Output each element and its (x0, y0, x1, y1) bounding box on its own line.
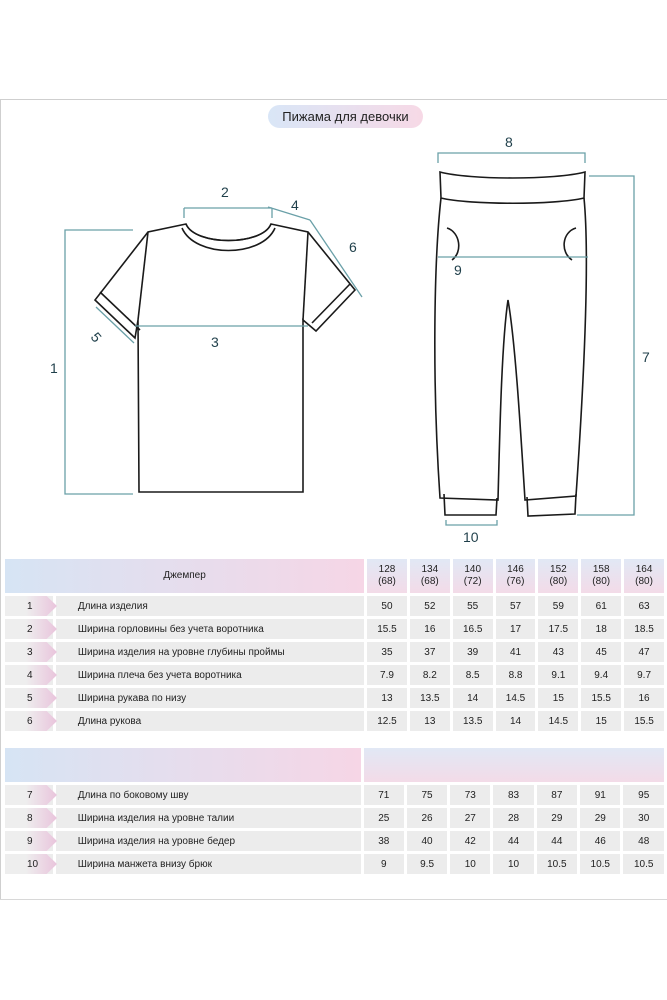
size-134 (410, 559, 450, 593)
row-number-text: 6 (27, 715, 33, 727)
size-140 (453, 559, 493, 593)
row-value: 14 (496, 711, 536, 731)
row-value: 50 (367, 596, 407, 616)
size-value: 152 (550, 564, 567, 575)
table-row (5, 711, 664, 731)
row-number (5, 665, 53, 685)
table-row (5, 831, 664, 851)
row-label: Ширина манжета внизу брюк (56, 854, 361, 874)
jumper-rows (5, 596, 664, 731)
row-number (5, 642, 53, 662)
row-number (5, 831, 53, 851)
row-label: Ширина плеча без учета воротника (56, 665, 364, 685)
row-value: 16 (624, 688, 664, 708)
row-value: 17 (496, 619, 536, 639)
row-value: 9 (364, 854, 404, 874)
row-label: Длина по боковому шву (56, 785, 361, 805)
row-value: 45 (581, 642, 621, 662)
row-value: 63 (624, 596, 664, 616)
row-number (5, 688, 53, 708)
table-row (5, 596, 664, 616)
row-label: Ширина горловины без учета воротника (56, 619, 364, 639)
row-value: 8.5 (453, 665, 493, 685)
row-number (5, 808, 53, 828)
tshirt-dimension-lines (65, 207, 362, 494)
table-row (5, 665, 664, 685)
row-value: 91 (580, 785, 620, 805)
page-title: Пижама для девочки (268, 105, 423, 128)
row-value: 71 (364, 785, 404, 805)
size-value: 134 (421, 564, 439, 575)
top-divider (0, 99, 667, 100)
row-number (5, 854, 53, 874)
row-value: 28 (493, 808, 533, 828)
dim-label-2: 2 (221, 184, 229, 200)
row-value: 55 (453, 596, 493, 616)
row-number-text: 2 (27, 623, 33, 635)
row-value: 18.5 (624, 619, 664, 639)
row-value: 15 (581, 711, 621, 731)
size-164 (624, 559, 664, 593)
dim-label-4: 4 (291, 197, 299, 213)
row-label: Ширина изделия на уровне бедер (56, 831, 361, 851)
row-value: 83 (493, 785, 533, 805)
row-number (5, 711, 53, 731)
row-value: 18 (581, 619, 621, 639)
table-row (5, 619, 664, 639)
size-158 (581, 559, 621, 593)
row-value: 13 (410, 711, 450, 731)
row-label: Ширина рукава по низу (56, 688, 364, 708)
table-row (5, 642, 664, 662)
row-number-text: 5 (27, 692, 33, 704)
jumper-header-row (5, 559, 664, 593)
row-value: 38 (364, 831, 404, 851)
dim-label-7: 7 (642, 349, 650, 365)
row-value: 10 (450, 854, 490, 874)
size-value: 140 (464, 564, 482, 575)
row-value: 59 (538, 596, 578, 616)
row-value: 13.5 (453, 711, 493, 731)
row-value: 73 (450, 785, 490, 805)
row-value: 57 (496, 596, 536, 616)
row-value: 26 (407, 808, 447, 828)
dim-label-10: 10 (463, 529, 479, 545)
row-number-text: 4 (27, 669, 33, 681)
size-diagram (0, 128, 667, 548)
row-value: 14.5 (496, 688, 536, 708)
row-value: 10.5 (537, 854, 577, 874)
row-value: 37 (410, 642, 450, 662)
row-value: 87 (537, 785, 577, 805)
row-value: 29 (537, 808, 577, 828)
pants-size-table (2, 745, 667, 877)
size-value: 164 (635, 564, 653, 575)
row-value: 13 (367, 688, 407, 708)
dim-label-8: 8 (505, 134, 513, 150)
jumper-size-table (2, 556, 667, 734)
row-value: 43 (538, 642, 578, 662)
table-row (5, 688, 664, 708)
table-row (5, 808, 664, 828)
dim-label-6: 6 (349, 239, 357, 255)
size-height: (80) (635, 576, 653, 587)
row-label: Длина изделия (56, 596, 364, 616)
row-number-text: 7 (27, 789, 33, 801)
size-height: (80) (592, 576, 611, 587)
row-value: 10 (493, 854, 533, 874)
row-value: 44 (493, 831, 533, 851)
pants-header-row (5, 748, 664, 782)
row-number-text: 1 (27, 600, 33, 612)
size-height: (80) (549, 576, 568, 587)
row-label: Длина рукова (56, 711, 364, 731)
row-value: 46 (580, 831, 620, 851)
row-value: 15.5 (581, 688, 621, 708)
pants-drawing (435, 172, 587, 516)
row-value: 40 (407, 831, 447, 851)
pants-rows (5, 785, 664, 874)
row-value: 13.5 (410, 688, 450, 708)
size-height: (68) (420, 576, 439, 587)
row-value: 9.7 (624, 665, 664, 685)
pants-header-sizes (364, 748, 664, 782)
row-value: 10.5 (580, 854, 620, 874)
size-value: 128 (378, 564, 396, 575)
size-height: (72) (463, 576, 482, 587)
row-value: 47 (624, 642, 664, 662)
dim-label-5: 5 (87, 329, 105, 346)
row-value: 9.5 (407, 854, 447, 874)
row-label: Ширина изделия на уровне талии (56, 808, 361, 828)
row-value: 52 (410, 596, 450, 616)
row-value: 10.5 (623, 854, 664, 874)
row-value: 48 (623, 831, 664, 851)
row-value: 35 (367, 642, 407, 662)
bottom-divider (0, 899, 667, 900)
size-value: 146 (507, 564, 524, 575)
row-value: 29 (580, 808, 620, 828)
pants-header (5, 748, 361, 782)
size-height: (68) (378, 576, 396, 587)
row-value: 42 (450, 831, 490, 851)
row-value: 15.5 (367, 619, 407, 639)
size-height: (76) (506, 576, 525, 587)
row-value: 15 (538, 688, 578, 708)
tshirt-drawing (95, 224, 355, 492)
row-value: 39 (453, 642, 493, 662)
row-value: 14.5 (538, 711, 578, 731)
row-value: 75 (407, 785, 447, 805)
row-value: 44 (537, 831, 577, 851)
size-152 (538, 559, 578, 593)
row-value: 27 (450, 808, 490, 828)
row-value: 17.5 (538, 619, 578, 639)
row-value: 12.5 (367, 711, 407, 731)
row-number (5, 619, 53, 639)
row-value: 41 (496, 642, 536, 662)
pants-dimension-lines (438, 153, 634, 525)
row-value: 8.8 (496, 665, 536, 685)
row-value: 8.2 (410, 665, 450, 685)
jumper-header-text: Джемпер (163, 570, 206, 581)
size-value: 158 (592, 564, 610, 575)
row-value: 14 (453, 688, 493, 708)
row-number-text: 3 (27, 646, 33, 658)
row-number-text: 10 (27, 858, 39, 870)
row-value: 30 (623, 808, 664, 828)
dim-label-9: 9 (454, 262, 462, 278)
row-value: 25 (364, 808, 404, 828)
table-row (5, 854, 664, 874)
size-146 (496, 559, 536, 593)
row-value: 16 (410, 619, 450, 639)
row-value: 15.5 (624, 711, 664, 731)
row-value: 9.4 (581, 665, 621, 685)
row-value: 9.1 (538, 665, 578, 685)
row-value: 7.9 (367, 665, 407, 685)
dim-label-1: 1 (50, 360, 58, 376)
jumper-header (5, 559, 364, 593)
row-number (5, 596, 53, 616)
row-value: 16.5 (453, 619, 493, 639)
row-number-text: 9 (27, 835, 33, 847)
row-value: 95 (623, 785, 664, 805)
row-label: Ширина изделия на уровне глубины проймы (56, 642, 364, 662)
row-value: 61 (581, 596, 621, 616)
size-128 (367, 559, 407, 593)
row-number (5, 785, 53, 805)
row-number-text: 8 (27, 812, 33, 824)
dim-label-3: 3 (211, 334, 219, 350)
table-row (5, 785, 664, 805)
